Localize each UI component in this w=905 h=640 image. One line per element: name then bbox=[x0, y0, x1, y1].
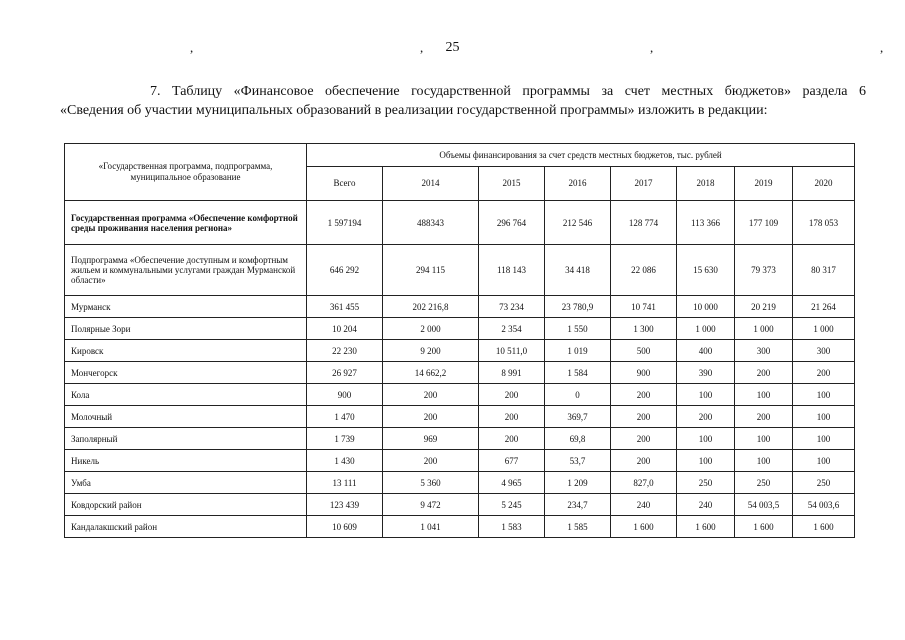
row-value: 488343 bbox=[383, 201, 479, 245]
row-value: 5 245 bbox=[479, 494, 545, 516]
row-value: 827,0 bbox=[611, 472, 677, 494]
row-value: 177 109 bbox=[735, 201, 793, 245]
row-name: Государственная программа «Обеспечение комфортной среды проживания населения региона» bbox=[65, 201, 307, 245]
row-value: 54 003,5 bbox=[735, 494, 793, 516]
row-name: Ковдорский район bbox=[65, 494, 307, 516]
scan-mark: , bbox=[880, 40, 884, 55]
row-value: 369,7 bbox=[545, 406, 611, 428]
row-value: 1 600 bbox=[793, 516, 855, 538]
row-value: 23 780,9 bbox=[545, 296, 611, 318]
row-value: 200 bbox=[611, 428, 677, 450]
row-value: 200 bbox=[611, 406, 677, 428]
row-value: 390 bbox=[677, 362, 735, 384]
row-value: 118 143 bbox=[479, 245, 545, 296]
scan-mark: , bbox=[420, 40, 424, 55]
row-value: 400 bbox=[677, 340, 735, 362]
table-row bbox=[65, 494, 855, 516]
row-name: Подпрограмма «Обеспечение доступным и комфортным жильем и коммунальными услугами граждан Мурманской области» bbox=[65, 245, 307, 296]
row-value: 54 003,6 bbox=[793, 494, 855, 516]
scan-mark: , bbox=[650, 40, 654, 55]
row-value: 178 053 bbox=[793, 201, 855, 245]
row-value: 361 455 bbox=[307, 296, 383, 318]
row-value: 100 bbox=[677, 450, 735, 472]
row-value: 200 bbox=[793, 362, 855, 384]
row-value: 296 764 bbox=[479, 201, 545, 245]
row-value: 10 204 bbox=[307, 318, 383, 340]
row-value: 69,8 bbox=[545, 428, 611, 450]
row-value: 22 086 bbox=[611, 245, 677, 296]
paragraph-line-2: «Сведения об участии муниципальных образований в реализации государственной программы» изложить в редакции: bbox=[60, 103, 768, 118]
table-row bbox=[65, 296, 855, 318]
row-name: Умба bbox=[65, 472, 307, 494]
row-value: 123 439 bbox=[307, 494, 383, 516]
row-value: 9 200 bbox=[383, 340, 479, 362]
row-value: 1 430 bbox=[307, 450, 383, 472]
row-value: 10 000 bbox=[677, 296, 735, 318]
row-value: 5 360 bbox=[383, 472, 479, 494]
row-value: 0 bbox=[545, 384, 611, 406]
row-name: Молочный bbox=[65, 406, 307, 428]
row-value: 1 600 bbox=[677, 516, 735, 538]
row-value: 200 bbox=[611, 384, 677, 406]
column-header-2017: 2017 bbox=[611, 167, 677, 201]
row-name: Кола bbox=[65, 384, 307, 406]
row-value: 100 bbox=[793, 450, 855, 472]
paragraph-line-1: 7. Таблицу «Финансовое обеспечение государственной программы за счет местных бюджетов» раздела 6 bbox=[150, 84, 866, 99]
column-header-2014: 2014 bbox=[383, 167, 479, 201]
scan-mark: , bbox=[190, 40, 194, 55]
row-value: 100 bbox=[735, 428, 793, 450]
row-value: 646 292 bbox=[307, 245, 383, 296]
row-value: 1 584 bbox=[545, 362, 611, 384]
row-value: 113 366 bbox=[677, 201, 735, 245]
row-value: 234,7 bbox=[545, 494, 611, 516]
row-value: 73 234 bbox=[479, 296, 545, 318]
row-value: 79 373 bbox=[735, 245, 793, 296]
row-name: Заполярный bbox=[65, 428, 307, 450]
row-value: 969 bbox=[383, 428, 479, 450]
row-value: 500 bbox=[611, 340, 677, 362]
financing-group-header: Объемы финансирования за счет средств местных бюджетов, тыс. рублей bbox=[307, 144, 855, 167]
row-value: 22 230 bbox=[307, 340, 383, 362]
column-header-2020: 2020 bbox=[793, 167, 855, 201]
row-value: 200 bbox=[735, 406, 793, 428]
table-row bbox=[65, 450, 855, 472]
row-value: 200 bbox=[735, 362, 793, 384]
row-value: 1 000 bbox=[735, 318, 793, 340]
row-value: 2 000 bbox=[383, 318, 479, 340]
row-value: 1 000 bbox=[677, 318, 735, 340]
row-value: 300 bbox=[735, 340, 793, 362]
table-row bbox=[65, 318, 855, 340]
row-value: 1 600 bbox=[611, 516, 677, 538]
row-value: 128 774 bbox=[611, 201, 677, 245]
row-value: 250 bbox=[677, 472, 735, 494]
row-value: 1 597194 bbox=[307, 201, 383, 245]
row-value: 100 bbox=[677, 428, 735, 450]
table-row bbox=[65, 340, 855, 362]
name-column-header: «Государственная программа, подпрограмма, муниципальное образование bbox=[65, 144, 307, 201]
row-value: 250 bbox=[793, 472, 855, 494]
row-value: 1 600 bbox=[735, 516, 793, 538]
row-value: 9 472 bbox=[383, 494, 479, 516]
amendment-paragraph bbox=[60, 82, 866, 120]
row-value: 1 470 bbox=[307, 406, 383, 428]
row-value: 15 630 bbox=[677, 245, 735, 296]
financing-table bbox=[64, 143, 855, 538]
row-name: Кировск bbox=[65, 340, 307, 362]
row-value: 1 585 bbox=[545, 516, 611, 538]
row-value: 1 550 bbox=[545, 318, 611, 340]
column-header-2015: 2015 bbox=[479, 167, 545, 201]
row-value: 900 bbox=[611, 362, 677, 384]
row-value: 20 219 bbox=[735, 296, 793, 318]
row-value: 200 bbox=[383, 384, 479, 406]
row-value: 200 bbox=[383, 450, 479, 472]
row-value: 10 741 bbox=[611, 296, 677, 318]
row-value: 200 bbox=[479, 406, 545, 428]
row-name: Никель bbox=[65, 450, 307, 472]
row-value: 100 bbox=[677, 384, 735, 406]
row-value: 677 bbox=[479, 450, 545, 472]
row-value: 1 000 bbox=[793, 318, 855, 340]
row-value: 100 bbox=[735, 450, 793, 472]
row-value: 53,7 bbox=[545, 450, 611, 472]
column-header-2018: 2018 bbox=[677, 167, 735, 201]
row-value: 100 bbox=[793, 406, 855, 428]
page-number: 25 bbox=[445, 40, 460, 55]
row-value: 21 264 bbox=[793, 296, 855, 318]
row-name: Полярные Зори bbox=[65, 318, 307, 340]
row-value: 900 bbox=[307, 384, 383, 406]
row-value: 200 bbox=[479, 428, 545, 450]
row-value: 1 209 bbox=[545, 472, 611, 494]
row-value: 34 418 bbox=[545, 245, 611, 296]
row-value: 212 546 bbox=[545, 201, 611, 245]
row-value: 4 965 bbox=[479, 472, 545, 494]
row-value: 300 bbox=[793, 340, 855, 362]
row-value: 1 583 bbox=[479, 516, 545, 538]
column-header-2019: 2019 bbox=[735, 167, 793, 201]
row-value: 240 bbox=[611, 494, 677, 516]
row-value: 2 354 bbox=[479, 318, 545, 340]
row-value: 200 bbox=[479, 384, 545, 406]
row-value: 100 bbox=[735, 384, 793, 406]
table-row bbox=[65, 516, 855, 538]
table-row bbox=[65, 428, 855, 450]
row-value: 26 927 bbox=[307, 362, 383, 384]
row-name: Мончегорск bbox=[65, 362, 307, 384]
row-name: Кандалакшский район bbox=[65, 516, 307, 538]
table-row bbox=[65, 472, 855, 494]
row-value: 100 bbox=[793, 428, 855, 450]
row-value: 1 739 bbox=[307, 428, 383, 450]
row-value: 202 216,8 bbox=[383, 296, 479, 318]
row-value: 10 511,0 bbox=[479, 340, 545, 362]
column-header-2016: 2016 bbox=[545, 167, 611, 201]
row-value: 294 115 bbox=[383, 245, 479, 296]
row-value: 14 662,2 bbox=[383, 362, 479, 384]
row-value: 10 609 bbox=[307, 516, 383, 538]
table-row bbox=[65, 245, 855, 296]
row-value: 100 bbox=[793, 384, 855, 406]
row-value: 200 bbox=[383, 406, 479, 428]
row-value: 240 bbox=[677, 494, 735, 516]
row-value: 80 317 bbox=[793, 245, 855, 296]
table-row bbox=[65, 362, 855, 384]
row-value: 1 300 bbox=[611, 318, 677, 340]
row-value: 250 bbox=[735, 472, 793, 494]
row-value: 1 019 bbox=[545, 340, 611, 362]
table-row bbox=[65, 384, 855, 406]
table-row bbox=[65, 406, 855, 428]
table-row bbox=[65, 201, 855, 245]
row-value: 1 041 bbox=[383, 516, 479, 538]
row-value: 200 bbox=[611, 450, 677, 472]
row-value: 200 bbox=[677, 406, 735, 428]
row-value: 8 991 bbox=[479, 362, 545, 384]
row-name: Мурманск bbox=[65, 296, 307, 318]
column-header-total: Всего bbox=[307, 167, 383, 201]
row-value: 13 111 bbox=[307, 472, 383, 494]
